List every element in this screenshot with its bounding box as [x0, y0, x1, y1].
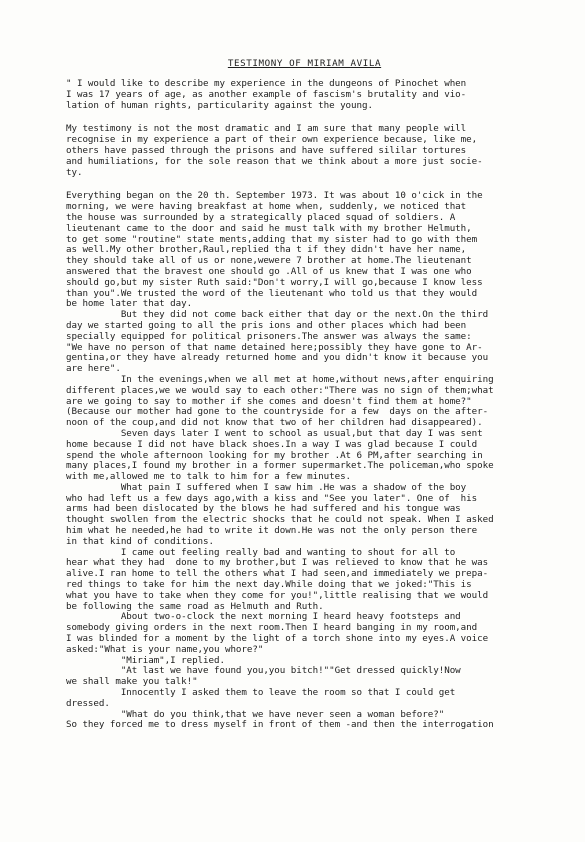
- text-line: others have passed through the prisons and have suffered sililar tortures: [66, 144, 467, 156]
- text-line: So they forced me to dress myself in front of them -and then the interrogation: [66, 719, 494, 731]
- paragraph: [66, 79, 563, 111]
- text-line: " I would like to describe my experience in the dungeons of Pinochet when: [66, 78, 467, 89]
- document-body: [66, 79, 563, 731]
- text-line: dressed.: [66, 697, 110, 709]
- text-line: About two-o-clock the next morning I heard heavy footsteps and: [66, 611, 461, 623]
- text-line: answered that the bravest one should go .All of us knew that I was one who: [66, 265, 472, 277]
- paragraph: [66, 191, 563, 731]
- text-line: "At last we have found you,you bitch!""Get dressed quickly!Now: [66, 665, 461, 677]
- text-line: spend the whole afternoon looking for my brother .At 6 PM,after searching in: [66, 449, 483, 461]
- paragraph: [66, 124, 563, 178]
- text-line: Seven days later I went to school as usual,but that day I was sent: [66, 427, 483, 439]
- text-line: asked:"What is your name,you whore?": [66, 643, 264, 655]
- text-line: to get some "routine" state ments,adding that my sister had to go with them: [66, 233, 478, 245]
- text-line: as well.My other brother,Raul,replied tha t if they didn't have her name,: [66, 244, 467, 256]
- text-line: what you have to take when they come for you!",little realising that we would: [66, 589, 489, 601]
- text-line: lieutenant came to the door and said he must talk with my brother Helmuth,: [66, 222, 472, 234]
- text-line: somebody giving orders in the next room.Then I heard banging in my room,and: [66, 622, 478, 634]
- text-line: in that kind of conditions.: [66, 535, 214, 547]
- text-line: What pain I suffered when I saw him .He was a shadow of the boy: [66, 481, 467, 493]
- document-title: [66, 58, 563, 69]
- text-line: "What do you think,that we have never seen a woman before?": [66, 708, 445, 720]
- text-line: thought swollen from the electric shocks that he could not speak. When I asked: [66, 514, 494, 526]
- text-line: many places,I found my brother in a former supermarket.The policeman,who spoke: [66, 460, 494, 472]
- text-line: noon of the coup,and did not know that two of her children had disappeared).: [66, 417, 483, 429]
- text-line: who had left us a few days ago,with a kiss and "See you later". One of his: [66, 492, 478, 504]
- text-line: In the evenings,when we all met at home,without news,after enquiring: [66, 373, 494, 385]
- text-line: "We have no person of that name detained here;possibly they have gone to Ar-: [66, 341, 483, 353]
- text-line: lation of human rights, particularity against the young.: [66, 99, 373, 111]
- text-line: "Miriam",I replied.: [66, 654, 225, 666]
- text-line: morning, we were having breakfast at home when, suddenly, we noticed that: [66, 201, 467, 213]
- text-line: arms had been dislocated by the blows he had suffered and his tongue was: [66, 503, 461, 515]
- text-line: (Because our mother had gone to the countryside for a few days on the after-: [66, 406, 489, 418]
- text-line: Innocently I asked them to leave the room so that I could get: [66, 687, 456, 699]
- text-line: specially equipped for political prisoners.The answer was always the same:: [66, 330, 472, 342]
- text-line: home because I did not have black shoes.In a way I was glad because I could: [66, 438, 478, 450]
- text-line: red things to take for him the next day.While doing that we joked:"This is: [66, 579, 472, 591]
- text-line: My testimony is not the most dramatic and I am sure that many people will: [66, 123, 467, 135]
- text-line: Everything began on the 20 th. September 1973. It was about 10 o'cick in the: [66, 190, 483, 202]
- text-line: day we started going to all the pris ions and other places which had been: [66, 319, 467, 331]
- text-line: ty.: [66, 166, 83, 178]
- text-line: we shall make you talk!": [66, 676, 198, 688]
- text-line: be home later that day.: [66, 298, 193, 310]
- text-line: be following the same road as Helmuth and Ruth.: [66, 600, 324, 612]
- text-line: the house was surrounded by a strategically placed squad of soldiers. A: [66, 211, 456, 223]
- text-line: recognise in my experience a part of their own experience because, like me,: [66, 134, 478, 146]
- text-line: hear what they had done to my brother,but I was relieved to know that he was: [66, 557, 489, 569]
- text-line: should go,but my sister Ruth said:"Don't worry,I will go,because I know less: [66, 276, 483, 288]
- text-line: I was 17 years of age, as another example of fascism's brutality and vio-: [66, 88, 467, 100]
- text-line: are here".: [66, 363, 121, 375]
- text-line: alive.I ran home to tell the others what I had seen,and immediately we prepa-: [66, 568, 489, 580]
- text-line: I came out feeling really bad and wanting to shout for all to: [66, 546, 456, 558]
- text-line: with me,allowed me to talk to him for a few minutes.: [66, 471, 352, 483]
- text-line: But they did not come back either that day or the next.On the third: [66, 309, 489, 321]
- text-line: than you".We trusted the word of the lieutenant who told us that they would: [66, 287, 478, 299]
- text-line: and humiliations, for the sole reason that we think about a more just socie-: [66, 155, 483, 167]
- text-line: are we going to say to mother if she comes and doesn't find them at home?": [66, 395, 472, 407]
- text-line: they should take all of us or none,wewere 7 brother at home.The lieutenant: [66, 255, 472, 267]
- text-line: him what he needed,he had to write it down.He was not the only person there: [66, 525, 478, 537]
- text-line: I was blinded for a moment by the light of a torch shone into my eyes.A voice: [66, 633, 489, 645]
- document-title-text: TESTIMONY OF MIRIAM AVILA: [227, 58, 382, 69]
- text-line: different places,we we would say to each other:"There was no sign of them;what: [66, 384, 494, 396]
- text-line: gentina,or they have already returned home and you didn't know it because you: [66, 352, 489, 364]
